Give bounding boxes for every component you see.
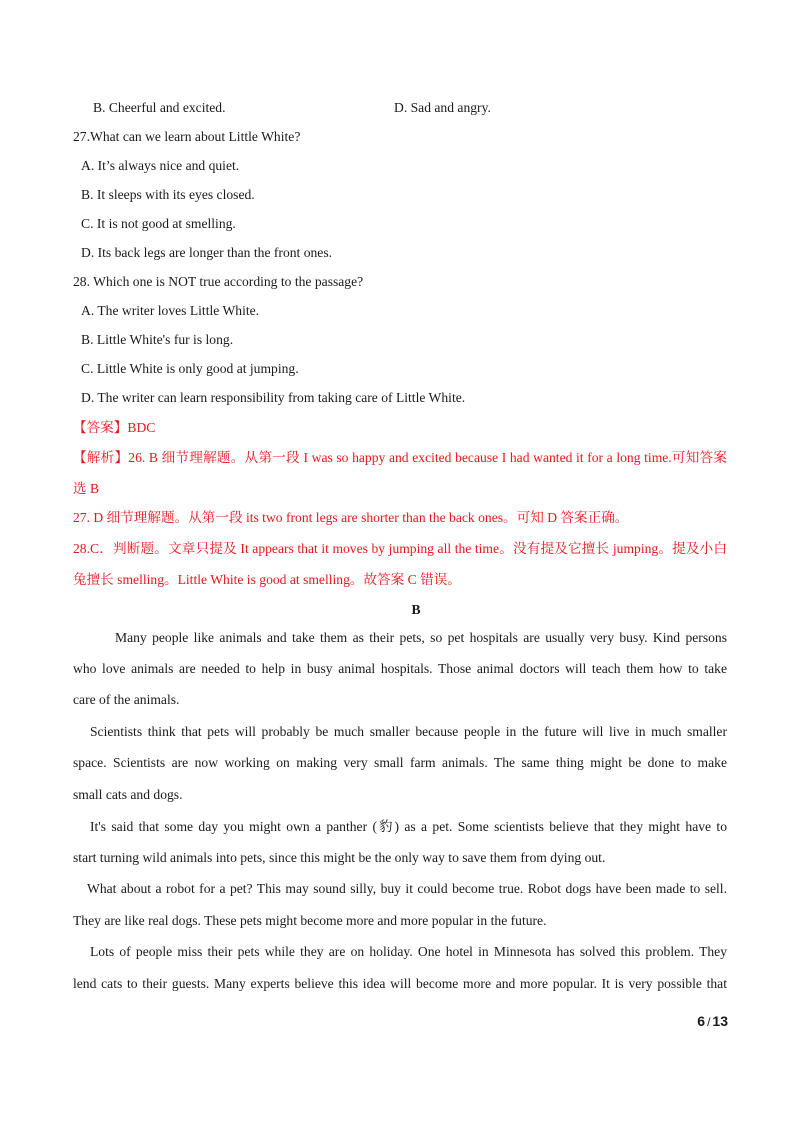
- page-number-total: 13: [712, 1013, 728, 1029]
- q28-option-c: C. Little White is only good at jumping.: [81, 361, 299, 376]
- page-number-separator: /: [707, 1015, 711, 1029]
- passage-line: What about a robot for a pet? This may sound silly, buy it could become true. Robot dogs have been made to sell.: [87, 881, 727, 896]
- q27-option-c: C. It is not good at smelling.: [81, 216, 236, 231]
- q27-option-a: A. It’s always nice and quiet.: [81, 158, 240, 173]
- q27-option-b: B. It sleeps with its eyes closed.: [81, 187, 255, 202]
- q26-option-b: B. Cheerful and excited.: [93, 100, 226, 115]
- q28-option-b: B. Little White's fur is long.: [81, 332, 234, 347]
- answer-line: 【答案】BDC: [73, 420, 156, 435]
- passage-line: lend cats to their guests. Many experts believe this idea will become more and more popular. It is very possible that: [73, 976, 727, 991]
- q27-question: 27.What can we learn about Little White?: [73, 129, 301, 144]
- passage-line: start turning wild animals into pets, since this might be the only way to save them from dying out.: [73, 850, 606, 865]
- analysis-27: 27. D 细节理解题。从第一段 its two front legs are shorter than the back ones。可知 D 答案正确。: [73, 510, 629, 525]
- q27-option-d: D. Its back legs are longer than the front ones.: [81, 245, 333, 260]
- page-number-current: 6: [697, 1013, 706, 1029]
- analysis-26-line-1: 【解析】26. B 细节理解题。从第一段 I was so happy and excited because I had wanted it for a long time.可知答案: [73, 450, 727, 465]
- q28-option-a: A. The writer loves Little White.: [81, 303, 260, 318]
- analysis-28-line-1: 28.C．判断题。文章只提及 It appears that it moves by jumping all the time。没有提及它擅长 jumping。提及小白: [73, 541, 727, 556]
- passage-line: care of the animals.: [73, 692, 180, 707]
- q26-option-d: D. Sad and angry.: [394, 100, 491, 115]
- passage-line: Scientists think that pets will probably be much smaller because people in the future will live in much smaller: [90, 724, 727, 739]
- q28-question: 28. Which one is NOT true according to the passage?: [73, 274, 364, 289]
- passage-line: who love animals are needed to help in busy animal hospitals. Those animal doctors will teach them how to take: [73, 661, 727, 676]
- analysis-28-line-2: 兔擅长 smelling。Little White is good at smelling。故答案 C 错误。: [73, 572, 461, 587]
- passage-line: Many people like animals and take them as their pets, so pet hospitals are usually very busy. Kind persons: [115, 630, 727, 645]
- passage-line: It's said that some day you might own a panther (豹) as a pet. Some scientists believe that they might have to: [90, 819, 727, 834]
- passage-line: small cats and dogs.: [73, 787, 183, 802]
- page-number: [697, 1013, 728, 1029]
- passage-line: Lots of people miss their pets while they are on holiday. One hotel in Minnesota has solved this problem. They: [90, 944, 727, 959]
- passage-line: They are like real dogs. These pets might become more and more popular in the future.: [73, 913, 547, 928]
- section-b-title: B: [411, 602, 421, 617]
- passage-line: space. Scientists are now working on making very small farm animals. The same thing might be done to make: [73, 755, 727, 770]
- q28-option-d: D. The writer can learn responsibility from taking care of Little White.: [81, 390, 466, 405]
- analysis-26-line-2: 选 B: [73, 481, 100, 496]
